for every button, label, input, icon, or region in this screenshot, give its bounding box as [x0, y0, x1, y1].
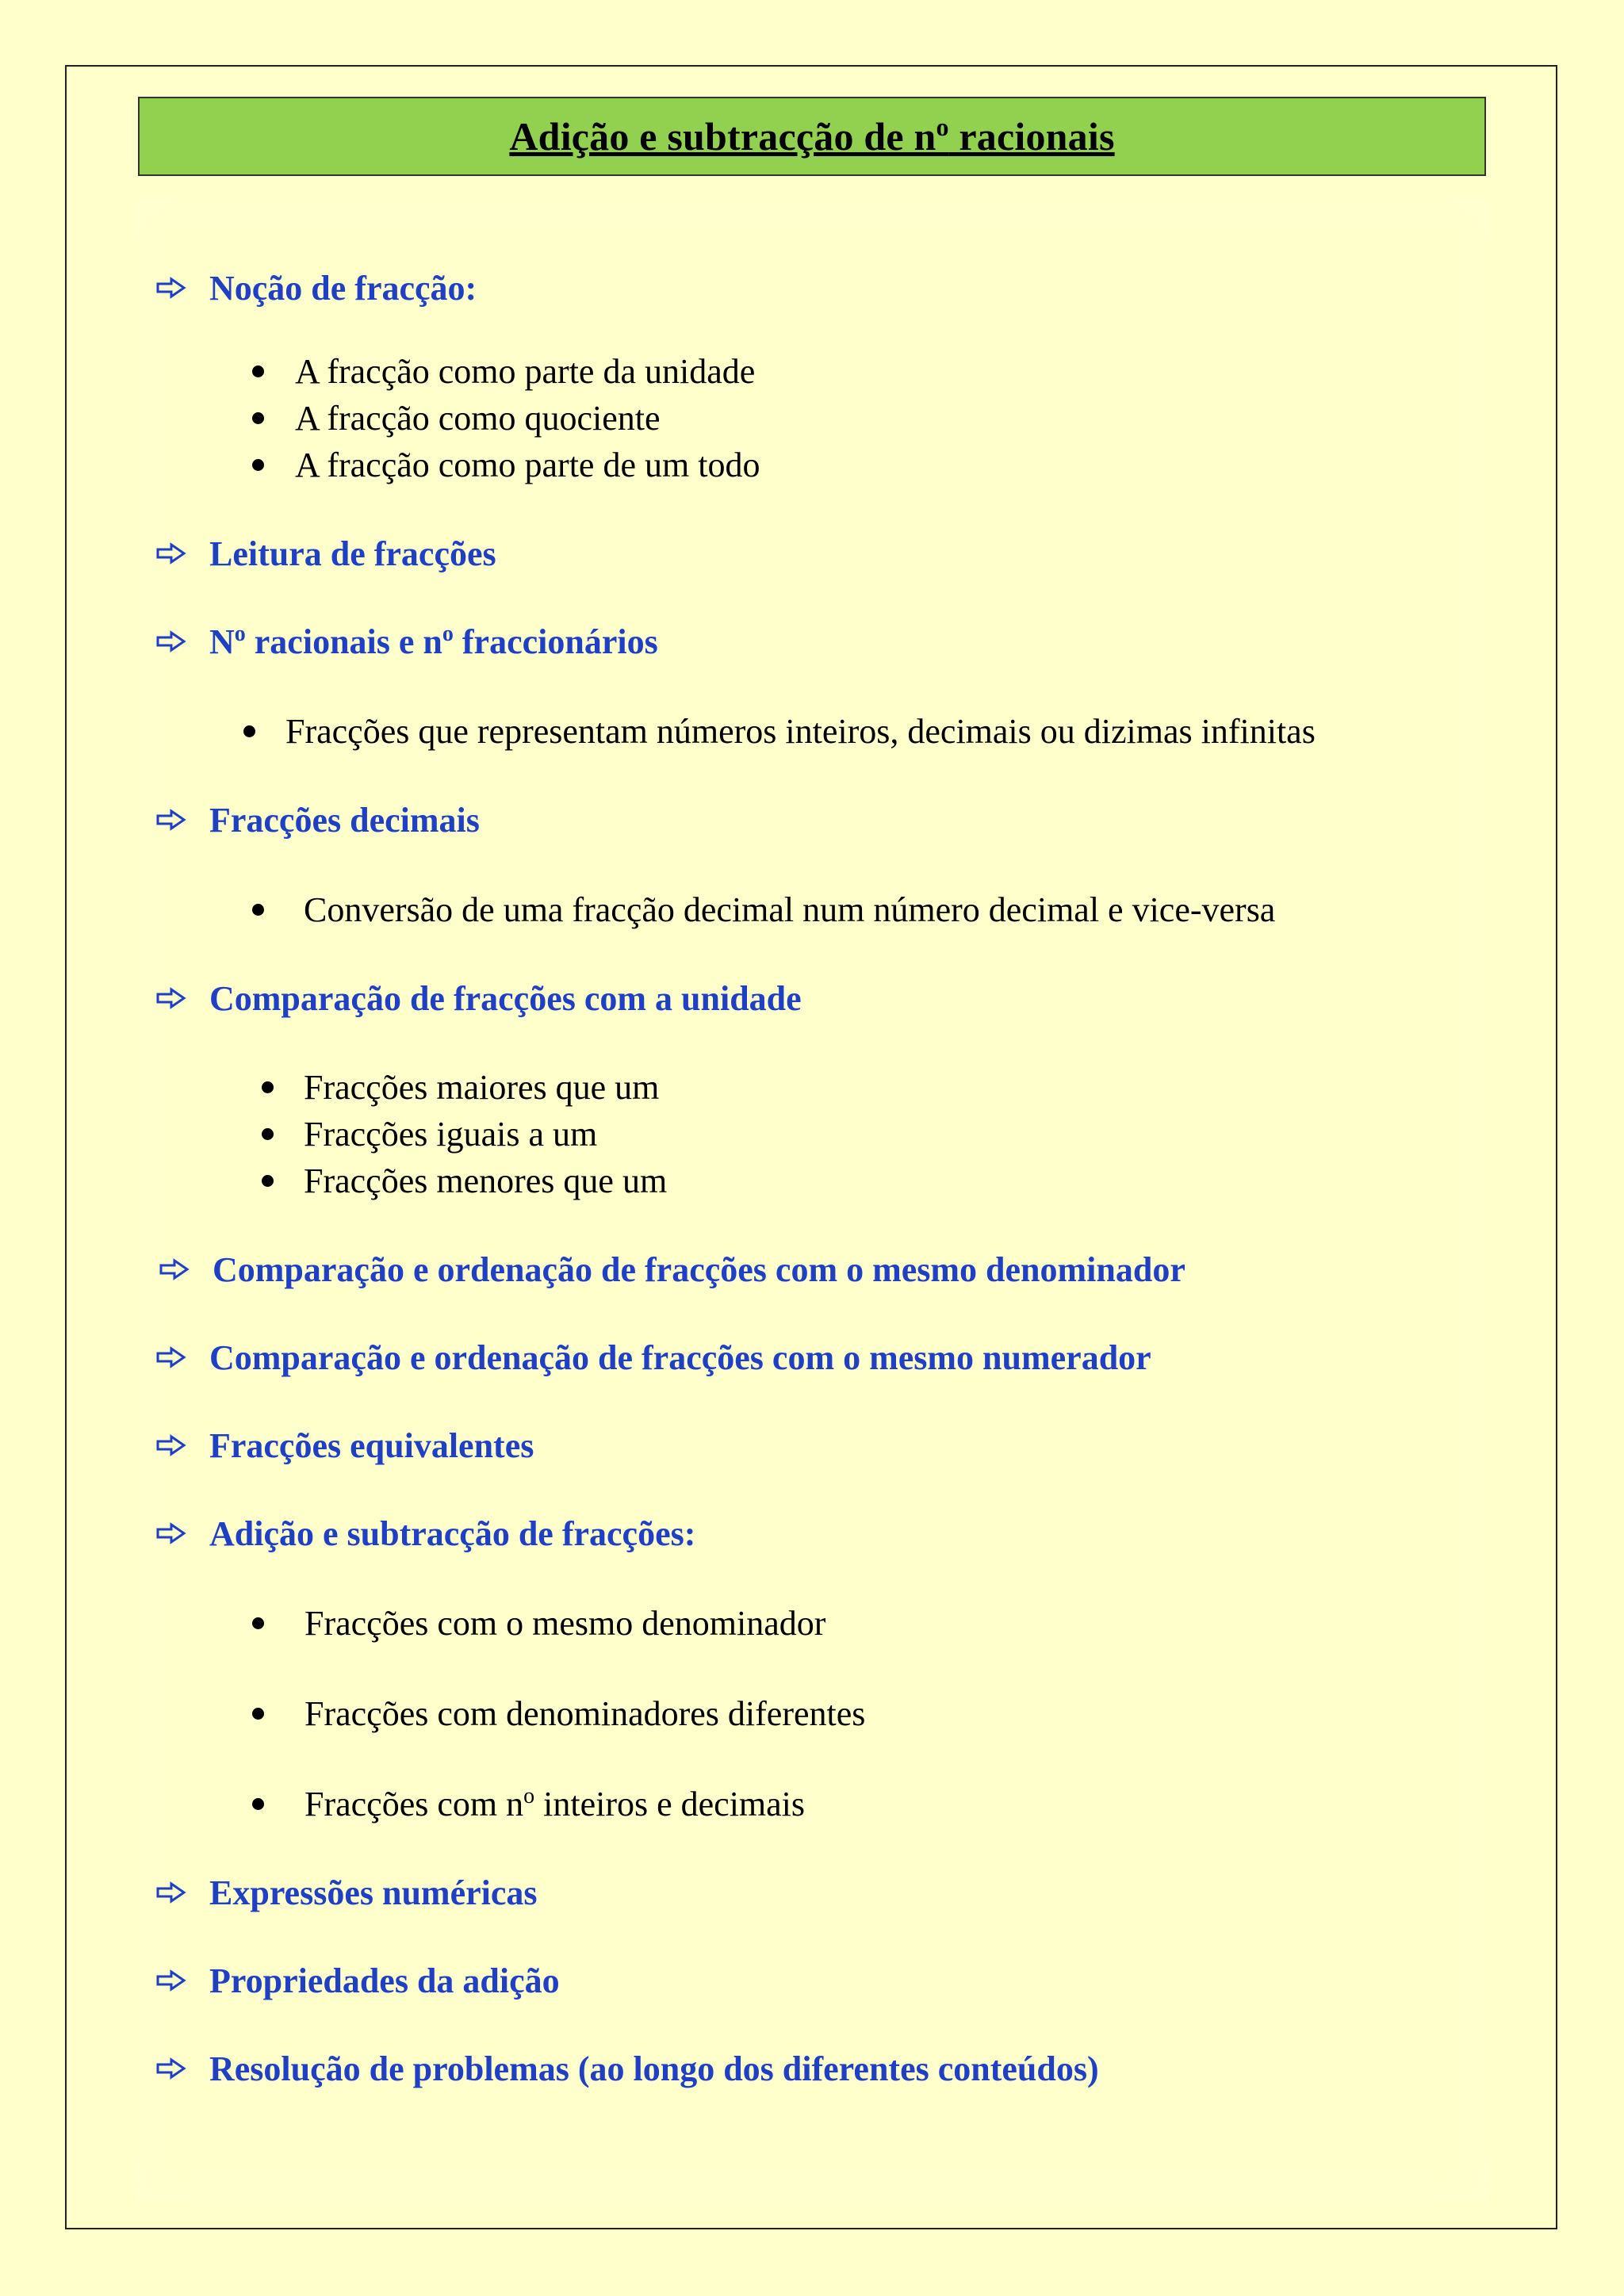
- list-item-text: Conversão de uma fracção decimal num número decimal e vice-versa: [304, 890, 1276, 929]
- list-item: [262, 1158, 667, 1203]
- list-item-superscript: o: [523, 1783, 535, 1808]
- heading-text: Comparação e ordenação de fracções com o mesmo numerador: [209, 1337, 1151, 1377]
- heading-text: Noção de fracção:: [209, 268, 477, 308]
- outline-right-arrow-icon: [159, 1257, 190, 1281]
- bullet-dot-icon: [252, 1617, 264, 1629]
- bullet-dot-icon: [252, 1708, 264, 1720]
- list-item: [252, 1600, 825, 1646]
- heading-part: racionais e n: [245, 622, 442, 661]
- outline-right-arrow-icon: [155, 1521, 187, 1545]
- outline-right-arrow-icon: [155, 1433, 187, 1457]
- bullet-dot-icon: [243, 725, 255, 737]
- heading-text: Resolução de problemas (ao longo dos diferentes conteúdos): [209, 2049, 1099, 2088]
- heading-leitura-de-fraccoes: [155, 530, 496, 577]
- bullet-dot-icon: [252, 459, 264, 471]
- bullet-dot-icon: [262, 1175, 274, 1187]
- outline-right-arrow-icon: [155, 986, 187, 1010]
- outline-right-arrow-icon: [155, 2057, 187, 2080]
- heading-propriedades-da-adicao: [155, 1957, 560, 2004]
- bullet-dot-icon: [252, 904, 264, 916]
- heading-text: [209, 622, 658, 662]
- heading-text: Expressões numéricas: [209, 1873, 538, 1912]
- list-item-text: Fracções com denominadores diferentes: [304, 1693, 866, 1733]
- list-item: [252, 395, 661, 441]
- bullet-dot-icon: [262, 1128, 274, 1140]
- heading-part: fraccionários: [453, 622, 658, 661]
- heading-text: Fracções decimais: [209, 800, 480, 840]
- list-item: [252, 348, 755, 394]
- heading-comparacao-com-unidade: [155, 974, 802, 1022]
- heading-adicao-subtraccao-fraccoes: [155, 1510, 695, 1557]
- outline-right-arrow-icon: [155, 808, 187, 832]
- outline-right-arrow-icon: [155, 276, 187, 300]
- heading-superscript: o: [234, 621, 246, 646]
- heading-fraccoes-decimais: [155, 796, 480, 844]
- list-item-part: Fracções com n: [304, 1784, 524, 1823]
- list-item: [243, 708, 1316, 754]
- list-item: [252, 1781, 805, 1827]
- heading-part: N: [209, 622, 235, 661]
- list-item-text: Fracções maiores que um: [304, 1067, 660, 1107]
- bullet-dot-icon: [252, 412, 264, 424]
- page-title: [509, 113, 1114, 159]
- heading-racionais-e-fraccionarios: [155, 618, 658, 665]
- bullet-dot-icon: [252, 1798, 264, 1810]
- outline-right-arrow-icon: [155, 541, 187, 565]
- outline-right-arrow-icon: [155, 1969, 187, 1992]
- heading-text: Leitura de fracções: [209, 534, 496, 573]
- list-item-text: Fracções iguais a um: [304, 1114, 598, 1154]
- heading-superscript: o: [442, 621, 454, 646]
- list-item-text: Fracções que representam números inteiros, decimais ou dizimas infinitas: [285, 711, 1316, 751]
- list-item-text: Fracções menores que um: [304, 1161, 668, 1200]
- heading-text: Comparação e ordenação de fracções com o mesmo denominador: [213, 1249, 1185, 1289]
- list-item-text: A fracção como parte da unidade: [295, 351, 756, 391]
- heading-expressoes-numericas: [155, 1869, 538, 1916]
- heading-ordenacao-mesmo-denominador: [159, 1246, 1185, 1293]
- list-item: [252, 442, 760, 488]
- list-item-text: [304, 1784, 805, 1824]
- bullet-dot-icon: [252, 365, 264, 377]
- list-item-text: A fracção como quociente: [295, 398, 661, 438]
- heading-resolucao-de-problemas: [155, 2045, 1099, 2092]
- list-item: [262, 1064, 659, 1110]
- outline-right-arrow-icon: [155, 1881, 187, 1904]
- list-item: [262, 1111, 597, 1157]
- title-banner: [138, 97, 1486, 176]
- list-item-part: inteiros e decimais: [534, 1784, 806, 1823]
- list-item: [252, 1690, 865, 1736]
- list-item-text: Fracções com o mesmo denominador: [304, 1603, 826, 1643]
- outline-right-arrow-icon: [155, 1345, 187, 1369]
- title-superscript: o: [936, 113, 949, 141]
- heading-text: Fracções equivalentes: [209, 1425, 534, 1465]
- bullet-dot-icon: [262, 1081, 274, 1093]
- list-item: [252, 886, 1275, 932]
- heading-nocao-de-fraccao: [155, 264, 477, 312]
- title-end: racionais: [948, 114, 1115, 159]
- heading-ordenacao-mesmo-numerador: [155, 1334, 1151, 1381]
- list-item-text: A fracção como parte de um todo: [295, 445, 760, 484]
- outline-right-arrow-icon: [155, 629, 187, 653]
- heading-text: Adição e subtracção de fracções:: [209, 1513, 696, 1553]
- heading-fraccoes-equivalentes: [155, 1422, 534, 1469]
- heading-text: Propriedades da adição: [209, 1961, 560, 2000]
- title-main: Adição e subtracção de n: [509, 114, 936, 159]
- heading-text: Comparação de fracções com a unidade: [209, 978, 802, 1018]
